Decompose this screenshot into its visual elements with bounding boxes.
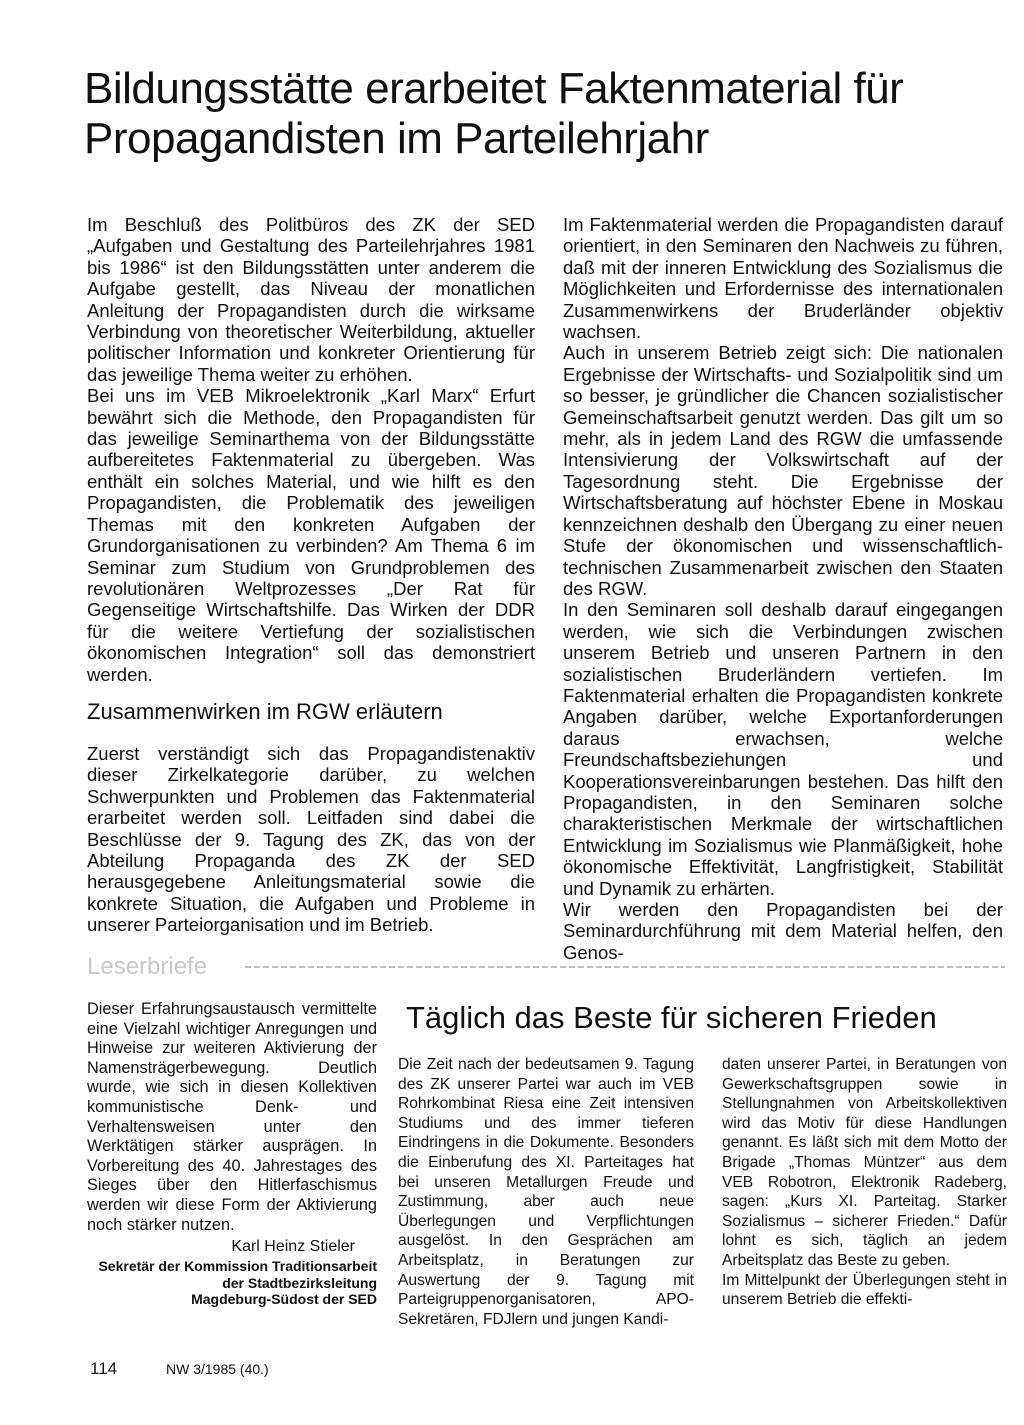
paragraph: Zuerst verständigt sich das Propagandistenaktiv dieser Zirkelkategorie darüber, zu welchen Schwerpunkten und Problemen das Faktenmaterial erarbeitet werden soll. Leitfaden sind dabei die Beschlüsse der 9. Tagung des ZK, das von der Abteilung Propaganda des ZK der SED herausgegebene Anleitungsmaterial sowie die konkrete Situation, die Aufgaben und Probleme in unserer Parteiorganisation und im Betrieb. (87, 742, 535, 936)
letter-column-2 (722, 1055, 1007, 1310)
author-role: Sekretär der Kommission Traditionsarbeit (98, 1258, 377, 1274)
section-divider (87, 952, 1005, 982)
paragraph: Im Beschluß des Politbüros des ZK der SED „Aufgaben und Gestaltung des Parteilehrjahres 1981 bis 1986“ ist den Bildungsstätten unter anderem die Aufgabe gestellt, das Niveau der monatlichen Anleitung der Propagandisten durch die wirksame Verbindung von theoretischer Weiterbildung, aktueller politischer Information und konkreter Orientierung für das jeweilige Thema weiter zu erhöhen. (87, 214, 535, 385)
article-title: Bildungsstätte erarbeitet Faktenmaterial für Propagandisten im Parteilehrjahr (84, 64, 904, 163)
issue-label: NW 3/1985 (40.) (166, 1361, 269, 1377)
paragraph: Im Faktenmaterial werden die Propagandisten darauf orientiert, in den Seminaren den Nachweis zu führen, daß mit der inneren Entwicklung des Sozialismus die Möglichkeiten und Erfordernisse des internationalen Zusammenwirkens der Bruderländer objektiv wachsen. (563, 214, 1003, 343)
letter-title: Täglich das Beste für sicheren Frieden (406, 1000, 937, 1035)
divider-line (245, 966, 1005, 968)
paragraph: Im Mittelpunkt der Überlegungen steht in unserem Betrieb die effekti- (722, 1271, 1007, 1309)
paragraph: Wir werden den Propagandisten bei der Seminardurchführung mit dem Material helfen, den Genos- (563, 899, 1003, 963)
paragraph: Auch in unserem Betrieb zeigt sich: Die nationalen Ergebnisse der Wirtschafts- und Sozialpolitik sind um so besser, je gründlicher die Chancen sozialistischer Gemeinschaftsarbeit genutzt werden. Das gilt um so mehr, als in jedem Land des RGW die umfassende Intensivierung der Volkswirtschaft auf der Tagesordnung steht. Die Ergebnisse der Wirtschaftsberatung auf höchster Ebene in Moskau kennzeichnen deshalb den Übergang zu einer neuen Stufe der ökonomischen und wissenschaftlich-technischen Zusammenarbeit zwischen den Staaten des RGW. (563, 342, 1003, 599)
reader-letter-text: Dieser Erfahrungsaustausch vermittelte eine Vielzahl wichtiger Anregungen und Hinweise zur weiteren Aktivierung der Namensträgerbewegung. Deutlich wurde, wie sich in diesen Kollektiven kommunistische Denk- und Verhaltensweisen unter den Werktätigen stärker ausprägen. In Vorbereitung des 40. Jahrestages des Sieges über den Hitlerfaschismus werden wir diese Form der Aktivierung noch stärker nutzen. (87, 1000, 377, 1234)
letter-signature (87, 1236, 377, 1308)
author-role: Magdeburg-Südost der SED (191, 1291, 377, 1307)
article-left-column (87, 214, 535, 936)
author-name: Karl Heinz Stieler (231, 1238, 355, 1255)
article-right-column (563, 214, 1003, 963)
section-subheading: Zusammenwirken im RGW erläutern (87, 698, 443, 724)
paragraph: In den Seminaren soll deshalb darauf eingegangen werden, wie sich die Verbindungen zwischen unserem Betrieb und unseren Partnern in den sozialistischen Bruderländern vertiefen. Im Faktenmaterial erhalten die Propagandisten konkrete Angaben darüber, welche Exportanforderungen daraus erwachsen, welche Freundschaftsbeziehungen und Kooperationsvereinbarungen bestehen. Das hilft den Propagandisten, in den Seminaren solche charakteristischen Merkmale der wirtschaftlichen Entwicklung im Sozialismus wie Planmäßigkeit, hohe ökonomische Effektivität, Langfristigkeit, Stabilität und Dynamik zu erhärten. (563, 599, 1003, 899)
author-role: der Stadtbezirksleitung (222, 1274, 377, 1291)
letter-column-1: Die Zeit nach der bedeutsamen 9. Tagung des ZK unserer Partei war auch im VEB Rohrkombinat Riesa eine Zeit intensiven Studiums und des immer tieferen Eindringens in die Dokumente. Besonders die Einberufung des XI. Parteitages hat bei unseren Metallurgen Freude und Zustimmung, aber auch neue Überlegungen und Verpflichtungen ausgelöst. In den Gesprächen am Arbeitsplatz, in Beratungen zur Auswertung der 9. Tagung mit Parteigruppenorganisatoren, APO-Sekretären, FDJlern und jungen Kandi- (398, 1056, 694, 1328)
page-number: 114 (90, 1359, 118, 1378)
paragraph: Bei uns im VEB Mikroelektronik „Karl Marx“ Erfurt bewährt sich die Methode, den Propagandisten für das jeweilige Seminarthema von der Bildungsstätte aufbereitetes Faktenmaterial zu übergeben. Was enthält ein solches Material, und wie hilft es den Propagandisten, die Problematik des jeweiligen Themas mit den konkreten Aufgaben der Grundorganisationen zu verbinden? Am Thema 6 im Seminar zum Studium von Grundproblemen des revolutionären Weltprozesses „Der Rat für Gegenseitige Wirtschaftshilfe. Das Wirken der DDR für die weitere Vertiefung der sozialistischen ökonomischen Integration“ soll das demonstriert werden. (87, 385, 535, 685)
paragraph: daten unserer Partei, in Beratungen von Gewerkschaftsgruppen sowie in Stellungnahmen von Arbeitskollektiven wird das Motiv für diese Handlungen genannt. Es läßt sich mit dem Motto der Brigade „Thomas Müntzer“ aus dem VEB Robotron, Elektronik Radeberg, sagen: „Kurs XI. Parteitag. Starker Sozialismus – sicherer Frieden.“ Dafür lohnt es sich, täglich an jedem Arbeitsplatz das Beste zu geben. (722, 1056, 1007, 1269)
section-label: Leserbriefe (87, 953, 208, 980)
